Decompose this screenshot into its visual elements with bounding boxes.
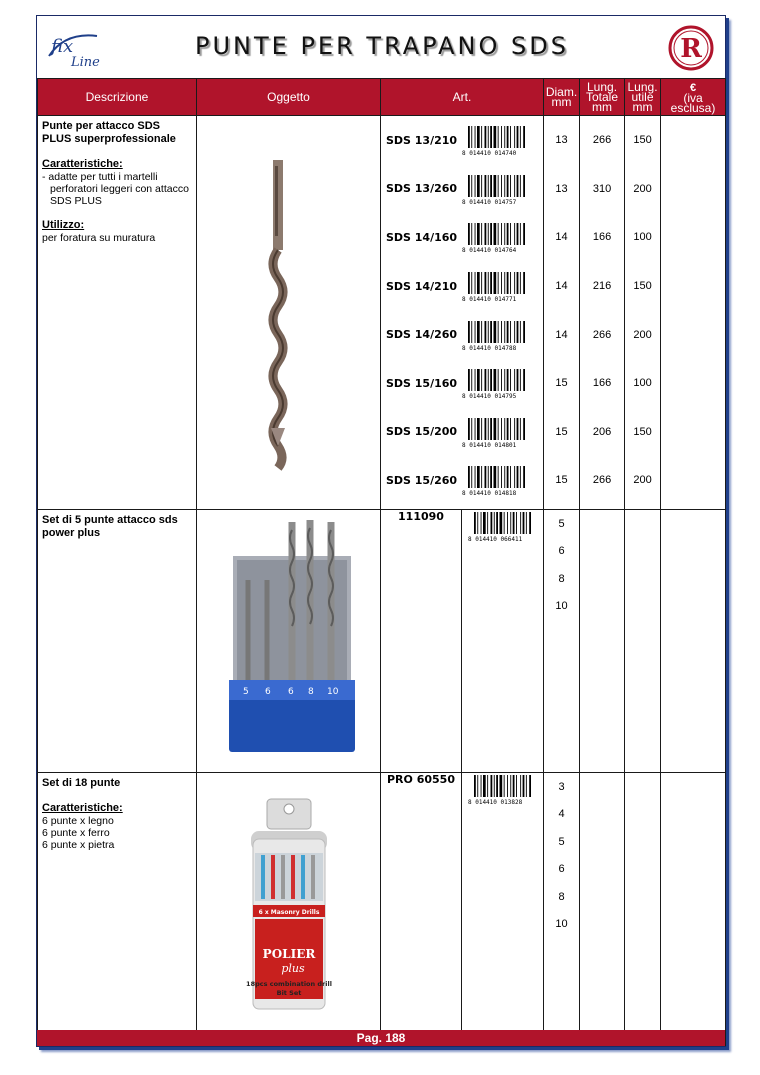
table-header-row	[38, 79, 726, 116]
case-size-label: 6	[288, 687, 294, 697]
lung-util-value: 200	[633, 182, 652, 195]
page-title: PUNTE PER TRAPANO SDS	[195, 32, 569, 60]
svg-text:8 014410 014818: 8 014410 014818	[462, 490, 517, 497]
svg-text:8 014410 014764: 8 014410 014764	[462, 247, 517, 254]
svg-text:8 014410 014757: 8 014410 014757	[462, 198, 517, 205]
col-price: € (iva esclusa)	[661, 79, 726, 116]
case-size-label: 6	[265, 687, 271, 697]
product-row	[381, 213, 543, 262]
section1-diam	[544, 116, 580, 510]
diam-value: 14	[555, 231, 568, 244]
pack-label: 6 x Masonry Drills	[258, 909, 320, 916]
section1-articles	[381, 116, 544, 510]
svg-text:8 014410 066411: 8 014410 066411	[467, 536, 522, 542]
section1-usage-label: Utilizzo:	[42, 219, 85, 231]
section3-image-cell	[197, 773, 381, 1046]
barcode-icon	[468, 510, 538, 542]
lung-tot-value: 166	[592, 231, 612, 244]
diam-value: 15	[555, 425, 568, 438]
diam-value: 5	[558, 517, 565, 530]
article-code: PRO 60550	[387, 773, 455, 786]
section3-code-cell	[381, 773, 462, 1046]
lung-util-value: 150	[633, 134, 652, 147]
diam-value: 8	[558, 890, 565, 903]
lung-util-value: 150	[633, 425, 652, 438]
product-table	[37, 78, 726, 1046]
lung-tot-value: 216	[592, 280, 612, 293]
lung-util-value: 200	[633, 474, 652, 487]
pack-text: 18pcs combination drill	[246, 980, 332, 988]
fixline-logo	[45, 26, 105, 70]
diam-value: 6	[558, 863, 565, 876]
lung-util-value: 100	[633, 231, 652, 244]
section1-title: Punte per attacco SDS PLUS superprofessionale	[42, 120, 176, 145]
barcode-icon	[462, 173, 532, 205]
barcode-icon	[468, 773, 538, 805]
section-set5	[38, 510, 726, 773]
product-row	[381, 116, 543, 165]
case-size-label: 5	[243, 687, 249, 697]
section2-image-cell	[197, 510, 381, 773]
barcode-icon	[462, 270, 532, 302]
article-code: SDS 14/160	[385, 230, 458, 244]
lung-util-value: 100	[633, 377, 652, 390]
section1-usage: per foratura su muratura	[42, 232, 156, 244]
col-lung-totale: Lung. Totale mm	[580, 79, 625, 116]
barcode-icon	[462, 464, 532, 496]
section3-feature: 6 punte x legno	[42, 815, 114, 827]
lung-util-value: 200	[633, 328, 652, 341]
diam-value: 14	[555, 328, 568, 341]
lung-tot-value: 266	[592, 134, 612, 147]
barcode-icon	[462, 221, 532, 253]
product-row	[381, 408, 543, 457]
pack-text: Bit Set	[276, 989, 302, 997]
section1-price	[661, 116, 726, 510]
article-code: SDS 14/260	[385, 328, 458, 342]
section3-description	[38, 773, 197, 1046]
section1-image-cell	[197, 116, 381, 510]
section-sds-plus	[38, 116, 726, 510]
svg-text:8 014410 014801: 8 014410 014801	[462, 441, 517, 448]
section1-features-label: Caratteristiche:	[42, 158, 123, 170]
col-descrizione: Descrizione	[38, 79, 197, 116]
section3-title: Set di 18 punte	[42, 777, 121, 789]
col-art: Art.	[381, 79, 544, 116]
page-footer: Pag. 188	[37, 1030, 725, 1046]
barcode-icon	[462, 367, 532, 399]
article-code: SDS 15/200	[385, 425, 458, 439]
lung-tot-value: 266	[592, 328, 612, 341]
section2-code-cell	[381, 510, 462, 773]
col-lung-utile: Lung. utile mm	[625, 79, 661, 116]
section3-diam	[544, 773, 580, 1046]
barcode-icon	[462, 416, 532, 448]
lung-tot-value: 266	[592, 474, 612, 487]
section3-feature: 6 punte x ferro	[42, 827, 110, 839]
article-code: 111090	[398, 510, 444, 523]
section2-title: Set di 5 punte attacco sds power plus	[42, 514, 178, 539]
drill-set-case-image	[197, 510, 381, 768]
col-oggetto: Oggetto	[197, 79, 381, 116]
col-diam: Diam. mm	[544, 79, 580, 116]
lung-tot-value: 206	[592, 425, 612, 438]
svg-text:8 014410 014788: 8 014410 014788	[462, 344, 517, 351]
article-code: SDS 13/260	[385, 182, 458, 196]
section1-lung-tot	[580, 116, 625, 510]
section2-diam	[544, 510, 580, 773]
diam-value: 14	[555, 280, 568, 293]
diam-value: 15	[555, 474, 568, 487]
article-code: SDS 15/260	[385, 473, 458, 487]
section3-features-label: Caratteristiche:	[42, 802, 123, 814]
product-row	[381, 456, 543, 505]
logo-text-bottom: Line	[71, 55, 100, 70]
pack-brand-sub: plus	[281, 962, 305, 975]
section1-feature: - adatte per tutti i martelli perforatori leggeri con attacco SDS PLUS	[42, 171, 189, 207]
brand-letter: R	[680, 34, 702, 64]
lung-tot-value: 310	[592, 182, 612, 195]
lung-tot-value: 166	[592, 377, 612, 390]
section1-lung-util	[625, 116, 661, 510]
diam-value: 6	[558, 545, 565, 558]
logo-text-top: fix	[51, 36, 74, 57]
section1-description	[38, 116, 197, 510]
section3-barcode-cell	[462, 773, 544, 1046]
article-code: SDS 14/210	[385, 279, 458, 293]
product-row	[381, 262, 543, 311]
sds-drill-bit-image	[197, 116, 381, 505]
section2-description	[38, 510, 197, 773]
diam-value: 13	[555, 182, 568, 195]
product-row	[381, 359, 543, 408]
svg-text:8 014410 014740: 8 014410 014740	[462, 150, 517, 157]
diam-value: 10	[555, 600, 568, 613]
diam-value: 4	[558, 808, 565, 821]
article-code: SDS 13/210	[385, 133, 458, 147]
svg-text:8 014410 013828: 8 014410 013828	[467, 799, 522, 805]
case-size-label: 8	[308, 687, 314, 697]
lung-util-value: 150	[633, 280, 652, 293]
svg-text:8 014410 014795: 8 014410 014795	[462, 393, 517, 400]
diam-value: 13	[555, 134, 568, 147]
article-code: SDS 15/160	[385, 376, 458, 390]
diam-value: 15	[555, 377, 568, 390]
diam-value: 8	[558, 572, 565, 585]
section3-feature: 6 punte x pietra	[42, 839, 115, 851]
section-set18	[38, 773, 726, 1046]
catalog-page	[36, 15, 726, 1047]
barcode-icon	[462, 319, 532, 351]
drill-set-tube-image	[197, 773, 381, 1041]
product-row	[381, 165, 543, 214]
case-size-label: 10	[327, 687, 339, 697]
svg-text:8 014410 014771: 8 014410 014771	[462, 296, 517, 303]
section2-barcode-cell	[462, 510, 544, 773]
product-row	[381, 310, 543, 359]
diam-value: 3	[558, 780, 565, 793]
diam-value: 10	[555, 918, 568, 931]
brand-r-logo	[667, 24, 715, 72]
barcode-icon	[462, 124, 532, 156]
pack-brand: POLIER	[262, 947, 316, 961]
diam-value: 5	[558, 835, 565, 848]
